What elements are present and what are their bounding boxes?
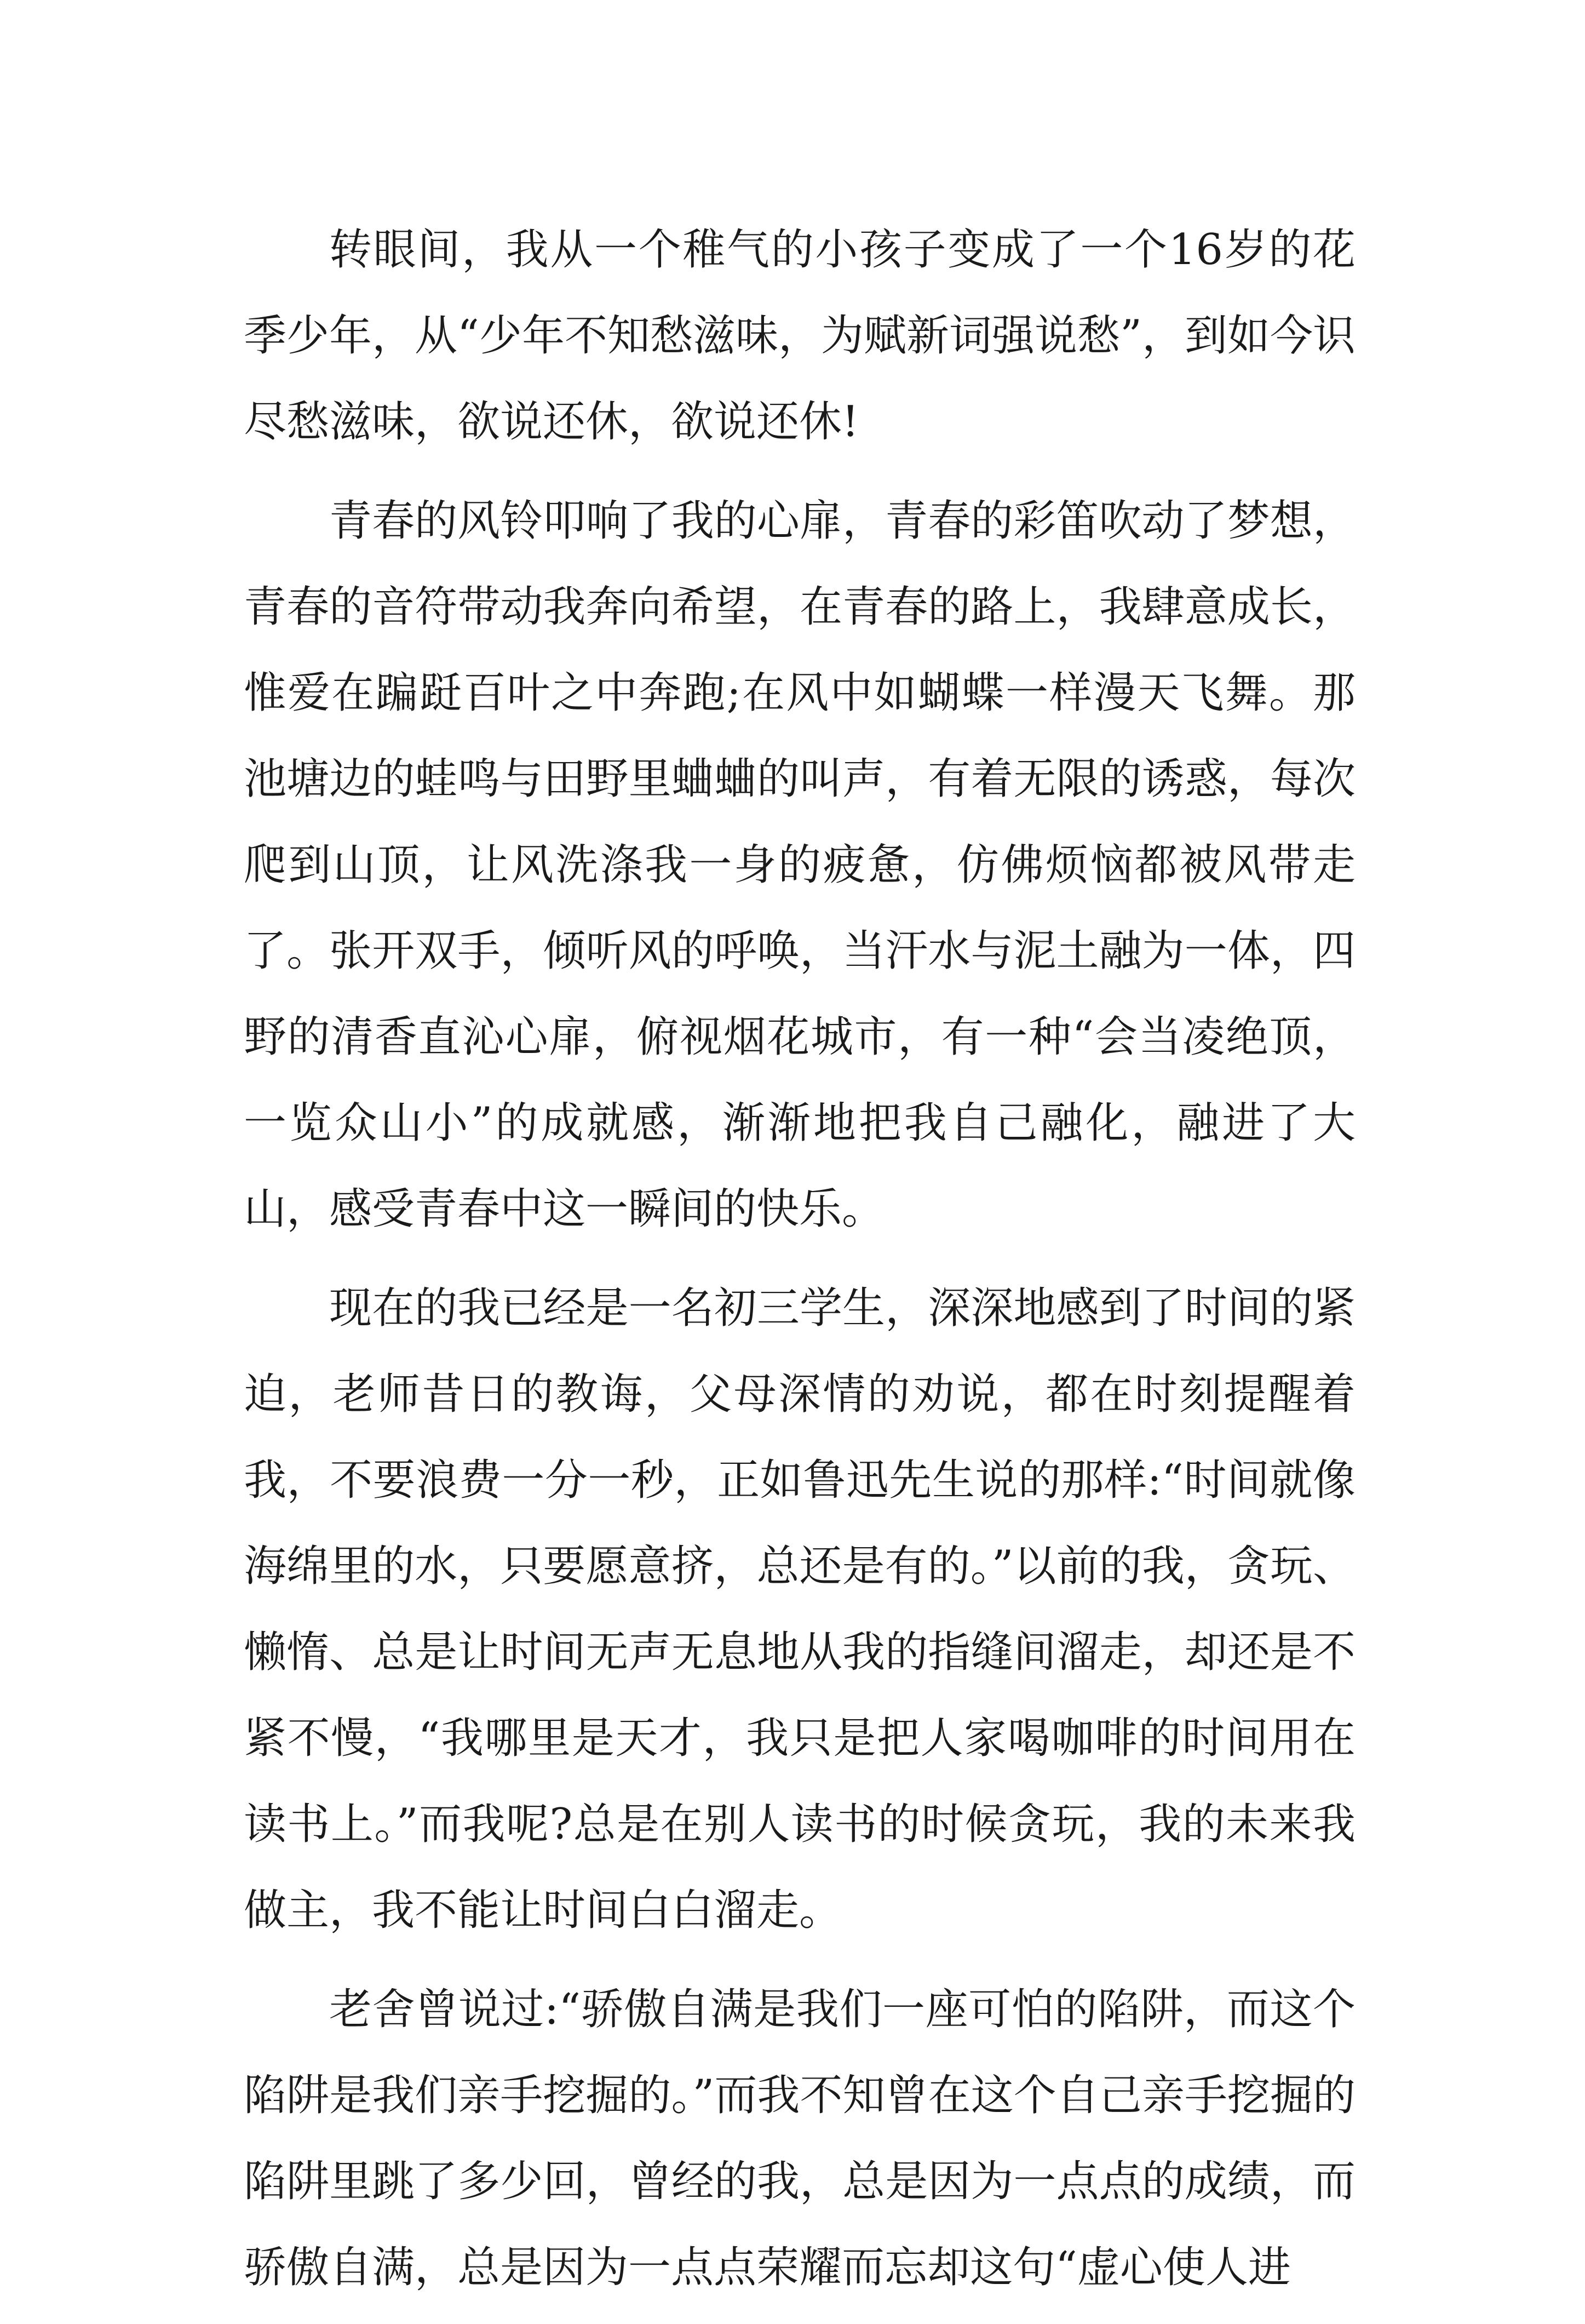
paragraph-1: 转眼间，我从一个稚气的小孩子变成了一个16岁的花季少年，从“少年不知愁滋味，为赋新词强说愁”，到如今识尽愁滋味，欲说还休，欲说还休! [244,225,1356,447]
paragraph-2: 青春的风铃叩响了我的心扉，青春的彩笛吹动了梦想，青春的音符带动我奔向希望，在青春的路上，我肆意成长，惟爱在蹁跹百叶之中奔跑;在风中如蝴蝶一样漫天飞舞。那池塘边的蛙鸣与田野里蛐蛐的叫声，有着无限的诱惑，每次爬到山顶，让风洗涤我一身的疲惫，仿佛烦恼都被风带走了。张开双手，倾听风的呼唤，当汗水与泥土融为一体，四野的清香直沁心扉，俯视烟花城市，有一种“会当凌绝顶，一览众山小”的成就感，渐渐地把我自己融化，融进了大山，感受青春中这一瞬间的快乐。 [244,496,1356,1234]
paragraph-3: 现在的我已经是一名初三学生，深深地感到了时间的紧迫，老师昔日的教诲，父母深情的劝说，都在时刻提醒着我，不要浪费一分一秒，正如鲁迅先生说的那样:“时间就像海绵里的水，只要愿意挤，总还是有的。”以前的我，贪玩、懒惰、总是让时间无声无息地从我的指缝间溜走，却还是不紧不慢，“我哪里是天才，我只是把人家喝咖啡的时间用在读书上。”而我呢?总是在别人读书的时候贪玩，我的未来我做主，我不能让时间白白溜走。 [244,1284,1356,1935]
paragraph-4: 老舍曾说过:“骄傲自满是我们一座可怕的陷阱，而这个陷阱是我们亲手挖掘的。”而我不知曾在这个自己亲手挖掘的陷阱里跳了多少回，曾经的我，总是因为一点点的成绩，而骄傲自满，总是因为一点点荣耀而忘却这句“虚心使人进 [244,1985,1356,2292]
document-body [244,207,1356,2324]
